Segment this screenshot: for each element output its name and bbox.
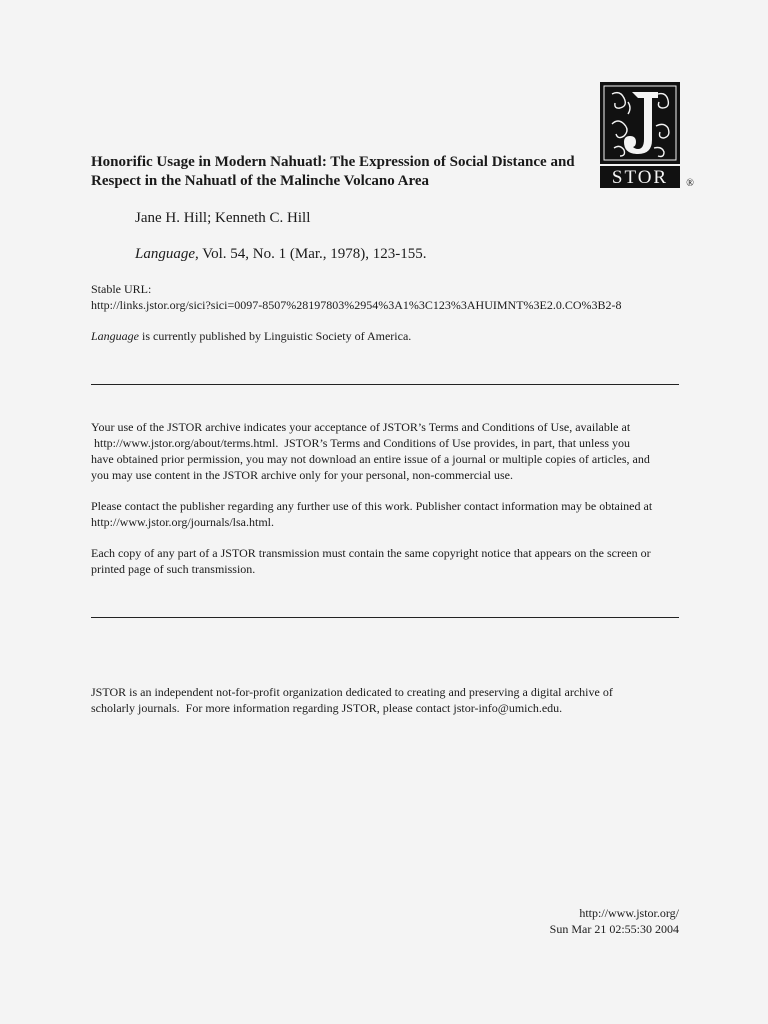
terms-paragraph (91, 419, 686, 483)
citation-journal: Language (135, 246, 195, 262)
terms-line-3: have obtained prior permission, you may not download an entire issue of a journal or multiple copies of articles, and (91, 452, 650, 466)
article-citation (135, 245, 427, 264)
stable-url-link[interactable]: http://links.jstor.org/sici?sici=0097-8507%28197803%2954%3A1%3C123%3AHUIMNT%3E2.0.CO%3B2-8 (91, 298, 622, 312)
jstor-logo-graphic (598, 80, 708, 190)
about-line-2: scholarly journals. For more information regarding JSTOR, please contact jstor-info@umich.edu. (91, 701, 563, 715)
stable-url-label: Stable URL: (91, 282, 152, 296)
copyright-line-1: Each copy of any part of a JSTOR transmission must contain the same copyright notice that appears on the screen or (91, 546, 651, 560)
contact-paragraph (91, 498, 686, 530)
publisher-note (91, 328, 411, 344)
copyright-paragraph (91, 545, 686, 577)
divider-bottom (91, 617, 679, 618)
footer-timestamp: Sun Mar 21 02:55:30 2004 (549, 922, 679, 936)
terms-line-1: Your use of the JSTOR archive indicates your acceptance of JSTOR’s Terms and Conditions of Use, available at (91, 420, 631, 434)
footer-url[interactable]: http://www.jstor.org/ (579, 906, 679, 920)
jstor-logo (598, 80, 708, 190)
footer-info (550, 905, 679, 937)
terms-line-2: http://www.jstor.org/about/terms.html. JSTOR’s Terms and Conditions of Use provides, in part, that unless you (91, 436, 631, 450)
registered-mark: ® (686, 178, 694, 189)
stable-url-block (91, 281, 622, 313)
publisher-text: is currently published by Linguistic Society of America. (139, 329, 412, 343)
copyright-line-2: printed page of such transmission. (91, 562, 256, 576)
terms-line-4: you may use content in the JSTOR archive only for your personal, non-commercial use. (91, 468, 514, 482)
contact-line-1: Please contact the publisher regarding any further use of this work. Publisher contact information may be obtained at (91, 499, 653, 513)
article-title (91, 153, 591, 191)
about-paragraph (91, 684, 686, 716)
logo-wordmark: STOR (611, 167, 669, 188)
divider-top (91, 384, 679, 385)
contact-line-2[interactable]: http://www.jstor.org/journals/lsa.html. (91, 515, 274, 529)
article-title-line-1: Honorific Usage in Modern Nahuatl: The Expression of Social Distance and (91, 154, 575, 170)
citation-details: , Vol. 54, No. 1 (Mar., 1978), 123-155. (195, 246, 427, 262)
publisher-journal: Language (91, 329, 139, 343)
article-authors: Jane H. Hill; Kenneth C. Hill (135, 210, 311, 226)
about-line-1: JSTOR is an independent not-for-profit organization dedicated to creating and preserving a digital archive of (91, 685, 613, 699)
article-title-line-2: Respect in the Nahuatl of the Malinche Volcano Area (91, 173, 430, 189)
